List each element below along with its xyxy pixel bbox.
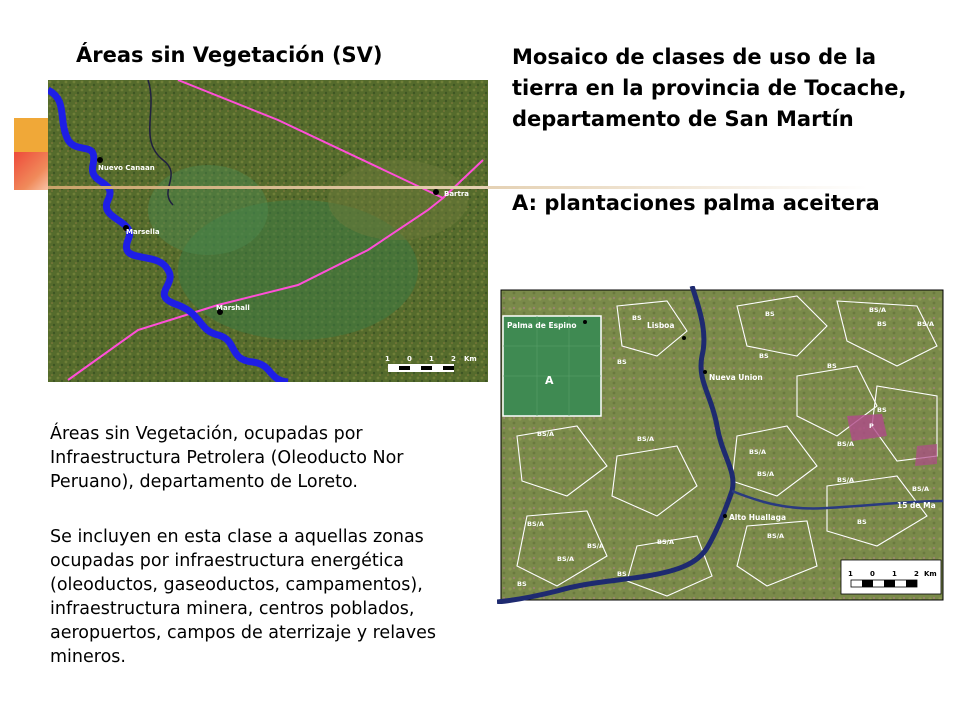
place-label: Marsella [126, 228, 160, 236]
svg-text:0: 0 [407, 355, 412, 363]
place-label: Nuevo Canaan [98, 164, 155, 172]
decorative-orange-square [14, 118, 48, 152]
svg-text:BS: BS [759, 352, 769, 360]
svg-text:BS/A: BS/A [912, 485, 930, 493]
svg-text:BS/A: BS/A [837, 476, 855, 484]
svg-text:BS/A: BS/A [767, 532, 785, 540]
scale-bar [841, 560, 941, 594]
map-loreto [48, 80, 488, 382]
svg-text:BS/A: BS/A [657, 538, 675, 546]
svg-text:1: 1 [385, 355, 390, 363]
svg-text:BS/A: BS/A [587, 542, 605, 550]
svg-text:1: 1 [429, 355, 434, 363]
place-label: Palma de Espino [507, 321, 577, 330]
svg-text:BS/A: BS/A [749, 448, 767, 456]
svg-text:P: P [869, 422, 874, 430]
svg-text:BS/A: BS/A [557, 555, 575, 563]
svg-text:BS: BS [877, 320, 887, 328]
title-right: Mosaico de clases de uso de la tierra en la provincia de Tocache, departamento de San Martín [512, 45, 907, 131]
svg-text:Km: Km [924, 570, 937, 578]
svg-text:BS: BS [877, 406, 887, 414]
plantation-zone [503, 316, 601, 416]
svg-text:BS/A: BS/A [757, 470, 775, 478]
svg-text:BS/A: BS/A [527, 520, 545, 528]
svg-text:2: 2 [451, 355, 456, 363]
place-label: Alto Huallaga [729, 513, 787, 522]
paragraph-loreto: Áreas sin Vegetación, ocupadas por Infraestructura Petrolera (Oleoducto Nor Peruano), departamento de Loreto. [50, 423, 404, 492]
subtitle-right: A: plantaciones palma aceitera [512, 191, 880, 215]
svg-text:BS: BS [857, 518, 867, 526]
svg-text:BS: BS [517, 580, 527, 588]
place-label: Marshall [216, 304, 250, 312]
zone-label: A [545, 374, 554, 387]
map-tocache [497, 286, 947, 604]
svg-text:BS/A: BS/A [869, 306, 887, 314]
place-label: Lisboa [647, 321, 675, 330]
svg-text:BS: BS [765, 310, 775, 318]
svg-text:BS/A: BS/A [537, 430, 555, 438]
svg-text:BS: BS [827, 362, 837, 370]
svg-text:1: 1 [892, 570, 897, 578]
svg-text:BS/A: BS/A [837, 440, 855, 448]
svg-text:BS: BS [632, 314, 642, 322]
svg-text:BS/A: BS/A [637, 435, 655, 443]
svg-text:0: 0 [870, 570, 875, 578]
svg-text:BS: BS [617, 358, 627, 366]
paragraph-definition: Se incluyen en esta clase a aquellas zonas ocupadas por infraestructura energética (oleoductos, gaseoductos, campamentos), infraestructura minera, centros poblados, aeropuertos, campos de aterrizaje y relaves mineros. [50, 526, 437, 667]
svg-text:1: 1 [848, 570, 853, 578]
svg-text:2: 2 [914, 570, 919, 578]
place-label: Bartra [444, 190, 470, 198]
place-label: 15 de Ma [897, 501, 936, 510]
svg-text:BS/A: BS/A [917, 320, 935, 328]
title-left: Áreas sin Vegetación (SV) [76, 43, 383, 67]
svg-text:BS: BS [617, 570, 627, 578]
svg-text:Km: Km [464, 355, 477, 363]
place-label: Nueva Union [709, 373, 763, 382]
